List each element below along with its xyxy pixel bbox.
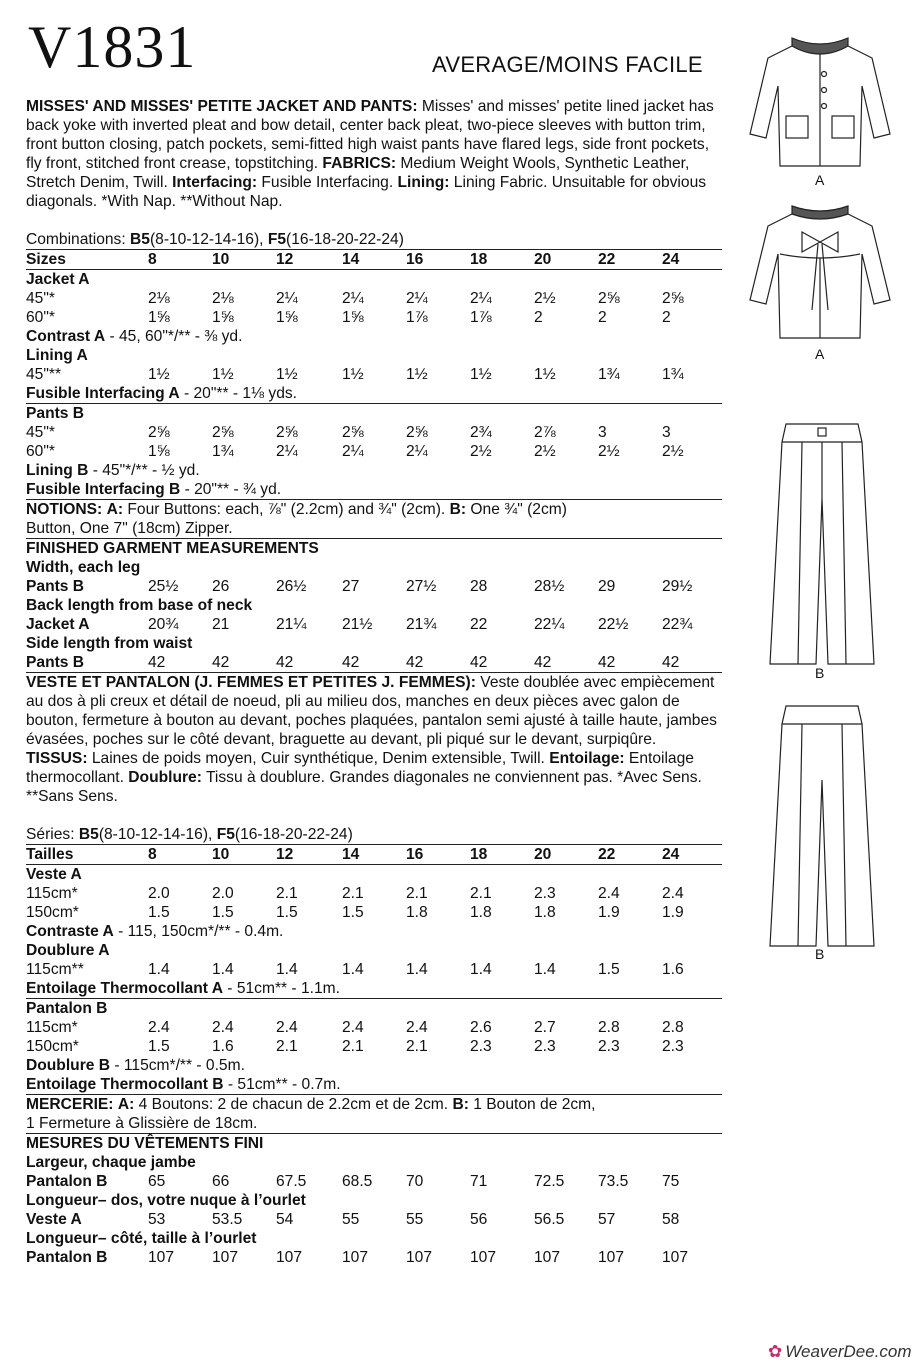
mercerie-b-label: B:: [452, 1096, 469, 1113]
lining-label: Lining:: [397, 174, 450, 191]
fabrics-label: FABRICS:: [322, 155, 397, 172]
yardage-note: [26, 480, 722, 499]
size-cell: 18: [470, 846, 488, 863]
size-cell: 24: [662, 846, 680, 863]
size-cell: 2.3: [598, 1038, 620, 1055]
size-cell: 1½: [470, 366, 492, 383]
pants-back-drawing: [762, 700, 882, 950]
size-cell: 42: [276, 654, 294, 671]
size-cell: 22¾: [662, 616, 693, 633]
figure-label-pants-back: B: [815, 946, 825, 962]
section-heading: Lining A: [26, 347, 88, 364]
size-cell: 25½: [148, 578, 179, 595]
size-cell: 2½: [470, 443, 492, 460]
section-heading: Longueur– côté, taille à l’ourlet: [26, 1230, 257, 1247]
size-cell: 107: [534, 1249, 561, 1266]
size-cell: 2.1: [276, 1038, 298, 1055]
size-cell: 16: [406, 846, 424, 863]
mercerie-a: 4 Boutons: 2 de chacun de 2.2cm et de 2cm.: [134, 1096, 453, 1113]
size-cell: 1¾: [662, 366, 684, 383]
figure-label-jacket-front: A: [815, 172, 825, 188]
size-cell: 22¼: [534, 616, 565, 633]
size-cell: 21¼: [276, 616, 307, 633]
french-yardage-table: [26, 845, 722, 1094]
size-cell: 1.5: [598, 961, 620, 978]
notions-line-2: Button, One 7" (18cm) Zipper.: [26, 520, 233, 537]
size-cell: 2.4: [148, 1019, 170, 1036]
series-f5-sizes: (16-18-20-22-24): [234, 826, 353, 843]
yardage-note: [26, 327, 722, 346]
size-header-row: [26, 250, 722, 269]
size-cell: 1⅝: [148, 309, 170, 326]
section-heading: Jacket A: [26, 271, 90, 288]
series-b5: B5: [78, 826, 99, 843]
size-cell: 2½: [598, 443, 620, 460]
note-text: - 51cm** - 1.1m.: [222, 980, 340, 997]
size-row: [26, 1210, 722, 1229]
row-label: 60"*: [26, 443, 55, 460]
size-cell: 1⅞: [406, 309, 428, 326]
row-label: Pants B: [26, 578, 85, 595]
size-row: [26, 1037, 722, 1056]
interfacing-text: Fusible Interfacing.: [257, 174, 398, 191]
mercerie-line-2: 1 Fermeture à Glissière de 18cm.: [26, 1115, 258, 1132]
section-heading: Back length from base of neck: [26, 597, 253, 614]
entoilage-text: Entoilage thermocollant.: [26, 750, 694, 786]
size-cell: 2¼: [342, 443, 364, 460]
fr-description-title: VESTE ET PANTALON (J. FEMMES ET PETITES J. FEMMES):: [26, 674, 476, 691]
size-cell: 29: [598, 578, 616, 595]
size-cell: 2.3: [534, 885, 556, 902]
lining-text: Lining Fabric. Unsuitable for obvious diagonals. *With Nap. **Without Nap.: [26, 174, 707, 210]
note-text: - 51cm** - 0.7m.: [223, 1076, 341, 1093]
yardage-note: [26, 384, 722, 403]
size-row: [26, 960, 722, 979]
size-row: [26, 442, 722, 461]
size-cell: 75: [662, 1173, 680, 1190]
size-cell: 58: [662, 1211, 680, 1228]
yardage-note: [26, 1056, 722, 1075]
size-cell: 2⅝: [598, 290, 620, 307]
size-cell: 2: [598, 309, 607, 326]
size-cell: 2¼: [470, 290, 492, 307]
size-cell: 28½: [534, 578, 565, 595]
size-cell: 2.6: [470, 1019, 492, 1036]
yardage-note: [26, 979, 722, 998]
combo-f5-sizes: (16-18-20-22-24): [286, 231, 404, 248]
description-text: Misses' and misses' petite lined jacket has back yoke with inverted pleat and bow detail, center back pleat, two-piece sleeves with button trim, front button closing, patch pockets, semi-fitted high waist pants have flared legs, side front pockets, fly front, stitched front crease, topstitching.: [26, 98, 714, 172]
size-cell: 107: [212, 1249, 239, 1266]
description-title: MISSES' AND MISSES' PETITE JACKET AND PANTS:: [26, 98, 418, 115]
note-text: - 45, 60"*/** - ⅜ yd.: [105, 328, 243, 345]
size-cell: 55: [406, 1211, 424, 1228]
section-heading: Longueur– dos, votre nuque à l’ourlet: [26, 1192, 306, 1209]
size-cell: 2¼: [406, 443, 428, 460]
section-heading: Side length from waist: [26, 635, 193, 652]
size-cell: 42: [342, 654, 360, 671]
size-cell: 1.6: [212, 1038, 234, 1055]
pattern-number: V1831: [28, 14, 197, 80]
size-cell: 22: [598, 846, 616, 863]
fabrics-text: Medium Weight Wools, Synthetic Leather, Stretch Denim, Twill.: [26, 155, 690, 191]
note-label: Entoilage Thermocollant A: [26, 980, 223, 997]
size-cell: 1.5: [148, 1038, 170, 1055]
size-cell: 27: [342, 578, 360, 595]
text-column: [26, 97, 722, 1267]
row-label: Jacket A: [26, 616, 90, 633]
size-cell: 2: [662, 309, 671, 326]
size-cell: 2.0: [148, 885, 170, 902]
size-cell: 2.4: [598, 885, 620, 902]
row-label: 115cm**: [26, 961, 84, 978]
size-cell: 2¼: [276, 443, 298, 460]
fr-description-text: Veste doublée avec empiècement au dos à pli creux et détail de noeud, pli au milieu dos, manches en deux pièces avec galon de bouton, fermeture à bouton au devant, poches plaquées, pantalon semi ajusté à taille haute, jambes évasées, poches sur le côté devant, braguette au devant, pli piqué sur le devant, surpiqûre.: [26, 674, 717, 748]
size-cell: 3: [598, 424, 607, 441]
note-label: Lining B: [26, 462, 89, 479]
size-cell: 70: [406, 1173, 424, 1190]
size-cell: 16: [406, 251, 424, 268]
size-cell: 1.4: [534, 961, 556, 978]
pants-front-drawing: [762, 418, 882, 668]
notions-label: NOTIONS:: [26, 501, 103, 518]
size-cell: 1.9: [598, 904, 620, 921]
size-cell: 1½: [148, 366, 170, 383]
size-cell: 1⅝: [148, 443, 170, 460]
row-label: 45"*: [26, 424, 55, 441]
size-cell: 2.3: [662, 1038, 684, 1055]
size-header-row: [26, 845, 722, 864]
size-row: [26, 903, 722, 922]
english-finished-table: [26, 558, 722, 672]
size-cell: 2½: [534, 290, 556, 307]
interfacing-label: Interfacing:: [172, 174, 258, 191]
size-cell: 2.4: [342, 1019, 364, 1036]
size-cell: 42: [148, 654, 166, 671]
size-cell: 2⅞: [534, 424, 556, 441]
note-label: Fusible Interfacing A: [26, 385, 180, 402]
size-cell: 2.0: [212, 885, 234, 902]
mercerie-b: 1 Bouton de 2cm,: [468, 1096, 596, 1113]
size-cell: 2½: [534, 443, 556, 460]
size-row: [26, 423, 722, 442]
size-cell: 2⅛: [148, 290, 170, 307]
size-cell: 1⅞: [470, 309, 492, 326]
fr-finished-title: MESURES DU VÊTEMENTS FINI: [26, 1135, 264, 1152]
english-description: [26, 97, 722, 211]
size-cell: 1.5: [342, 904, 364, 921]
english-yardage-table: [26, 250, 722, 499]
note-label: Contrast A: [26, 328, 106, 345]
size-cell: 2⅛: [212, 290, 234, 307]
row-label: 115cm*: [26, 1019, 78, 1036]
difficulty-level: AVERAGE/MOINS FACILE: [432, 52, 703, 77]
size-cell: 1⅝: [276, 309, 298, 326]
spool-icon: ✿: [768, 1342, 783, 1361]
brand-watermark: [768, 1342, 912, 1362]
section-heading: Largeur, chaque jambe: [26, 1154, 196, 1171]
size-cell: 53.5: [212, 1211, 243, 1228]
size-cell: 53: [148, 1211, 166, 1228]
size-cell: 42: [470, 654, 488, 671]
size-cell: 18: [470, 251, 488, 268]
size-cell: 1.4: [276, 961, 298, 978]
size-cell: 1½: [406, 366, 428, 383]
tissus-label: TISSUS:: [26, 750, 88, 767]
size-cell: 67.5: [276, 1173, 307, 1190]
size-cell: 2.7: [534, 1019, 556, 1036]
size-cell: 2½: [662, 443, 684, 460]
yardage-note: [26, 1075, 722, 1094]
size-cell: 107: [470, 1249, 497, 1266]
size-cell: 54: [276, 1211, 294, 1228]
size-cell: 14: [342, 251, 360, 268]
size-cell: 1.4: [148, 961, 170, 978]
section-heading: Veste A: [26, 866, 82, 883]
size-cell: 24: [662, 251, 680, 268]
size-cell: 2¼: [276, 290, 298, 307]
size-cell: 1⅝: [212, 309, 234, 326]
size-cell: 2¾: [470, 424, 492, 441]
size-cell: 22: [598, 251, 616, 268]
french-finished-table: [26, 1153, 722, 1267]
row-label: 45"**: [26, 366, 62, 383]
size-cell: 1½: [276, 366, 298, 383]
size-row: [26, 289, 722, 308]
note-label: Doublure B: [26, 1057, 111, 1074]
series-b5-sizes: (8-10-12-14-16),: [98, 826, 217, 843]
size-cell: 2⅝: [148, 424, 170, 441]
row-label: Pantalon B: [26, 1249, 108, 1266]
size-row: [26, 308, 722, 327]
brand-name: WeaverDee.com: [785, 1342, 912, 1361]
mercerie-line: [26, 1095, 722, 1114]
size-row: [26, 653, 722, 672]
size-cell: 2.8: [662, 1019, 684, 1036]
size-cell: 1.9: [662, 904, 684, 921]
section-heading: Pants B: [26, 405, 85, 422]
size-cell: 42: [598, 654, 616, 671]
doublure-text: Tissu à doublure. Grandes diagonales ne conviennent pas. *Avec Sens. **Sans Sens.: [26, 769, 702, 805]
size-cell: 2⅝: [662, 290, 684, 307]
size-cell: 20¾: [148, 616, 179, 633]
size-cell: 2.1: [406, 1038, 428, 1055]
french-description: [26, 673, 722, 806]
size-cell: 1.5: [148, 904, 170, 921]
yardage-note: [26, 922, 722, 941]
size-cell: 42: [212, 654, 230, 671]
size-row: [26, 365, 722, 384]
figure-label-jacket-back: A: [815, 346, 825, 362]
note-text: - 45"*/** - ½ yd.: [88, 462, 200, 479]
size-cell: 68.5: [342, 1173, 373, 1190]
size-row: [26, 1172, 722, 1191]
combinations-prefix: Combinations:: [26, 231, 131, 248]
row-label: Sizes: [26, 251, 66, 268]
size-cell: 2⅝: [212, 424, 234, 441]
size-cell: 1¾: [212, 443, 234, 460]
combo-b5-sizes: (8-10-12-14-16),: [149, 231, 268, 248]
row-label: Tailles: [26, 846, 74, 863]
size-cell: 72.5: [534, 1173, 565, 1190]
size-cell: 12: [276, 251, 294, 268]
size-cell: 2⅝: [276, 424, 298, 441]
size-cell: 8: [148, 846, 157, 863]
size-cell: 10: [212, 251, 230, 268]
combo-b5: B5: [130, 231, 150, 248]
size-cell: 2⅝: [406, 424, 428, 441]
figure-label-pants-front: B: [815, 665, 825, 681]
row-label: 150cm*: [26, 904, 79, 921]
size-cell: 107: [148, 1249, 175, 1266]
size-cell: 56: [470, 1211, 488, 1228]
mercerie-label: MERCERIE:: [26, 1096, 114, 1113]
row-label: Pants B: [26, 654, 85, 671]
size-cell: 42: [406, 654, 424, 671]
size-cell: 29½: [662, 578, 693, 595]
size-cell: 3: [662, 424, 671, 441]
series-line: [26, 825, 722, 844]
combo-f5: F5: [267, 231, 287, 248]
size-cell: 22½: [598, 616, 629, 633]
entoilage-label: Entoilage:: [549, 750, 625, 767]
size-cell: 20: [534, 846, 552, 863]
size-row: [26, 884, 722, 903]
size-cell: 2.1: [276, 885, 298, 902]
size-cell: 1¾: [598, 366, 620, 383]
jacket-back-drawing: [740, 190, 900, 350]
size-cell: 1⅝: [342, 309, 364, 326]
size-cell: 2.3: [470, 1038, 492, 1055]
size-cell: 2¼: [342, 290, 364, 307]
size-cell: 2¼: [406, 290, 428, 307]
size-cell: 107: [276, 1249, 303, 1266]
notions-b: One ¾" (2cm): [466, 501, 567, 518]
notions-line: [26, 500, 722, 519]
jacket-front-drawing: [740, 16, 900, 176]
size-cell: 22: [470, 616, 488, 633]
size-cell: 1.5: [276, 904, 298, 921]
size-row: [26, 577, 722, 596]
size-cell: 42: [534, 654, 552, 671]
note-label: Contraste A: [26, 923, 114, 940]
size-cell: 107: [598, 1249, 625, 1266]
size-cell: 21: [212, 616, 230, 633]
size-cell: 66: [212, 1173, 230, 1190]
size-cell: 2.8: [598, 1019, 620, 1036]
size-cell: 1½: [342, 366, 364, 383]
size-cell: 2.3: [534, 1038, 556, 1055]
section-heading: Width, each leg: [26, 559, 141, 576]
size-cell: 2.4: [662, 885, 684, 902]
note-text: - 115, 150cm*/** - 0.4m.: [113, 923, 284, 940]
size-cell: 56.5: [534, 1211, 565, 1228]
note-text: - 20"** - ¾ yd.: [180, 481, 282, 498]
size-cell: 2: [534, 309, 543, 326]
note-text: - 20"** - 1⅛ yds.: [179, 385, 297, 402]
size-cell: 65: [148, 1173, 166, 1190]
size-cell: 28: [470, 578, 488, 595]
size-row: [26, 1018, 722, 1037]
notions-a: Four Buttons: each, ⅞" (2.2cm) and ¾" (2cm).: [123, 501, 450, 518]
size-cell: 71: [470, 1173, 488, 1190]
section-heading: Pantalon B: [26, 1000, 108, 1017]
size-cell: 55: [342, 1211, 360, 1228]
size-cell: 1.6: [662, 961, 684, 978]
size-cell: 2.4: [276, 1019, 298, 1036]
size-cell: 12: [276, 846, 294, 863]
size-cell: 73.5: [598, 1173, 629, 1190]
size-cell: 1.4: [212, 961, 234, 978]
size-cell: 8: [148, 251, 157, 268]
row-label: 150cm*: [26, 1038, 79, 1055]
size-cell: 21½: [342, 616, 373, 633]
size-cell: 20: [534, 251, 552, 268]
notions-b-label: B:: [449, 501, 467, 518]
size-cell: 1.8: [406, 904, 428, 921]
size-cell: 2.1: [342, 1038, 364, 1055]
size-cell: 21¾: [406, 616, 437, 633]
size-cell: 1.4: [406, 961, 428, 978]
size-cell: 2.4: [406, 1019, 428, 1036]
size-cell: 1.4: [342, 961, 364, 978]
note-text: - 115cm*/** - 0.5m.: [110, 1057, 245, 1074]
size-cell: 42: [662, 654, 680, 671]
size-cell: 1½: [212, 366, 234, 383]
size-cell: 2.1: [470, 885, 492, 902]
size-row: [26, 615, 722, 634]
row-label: Pantalon B: [26, 1173, 108, 1190]
row-label: Veste A: [26, 1211, 82, 1228]
size-cell: 57: [598, 1211, 616, 1228]
size-cell: 107: [662, 1249, 689, 1266]
series-f5: F5: [216, 826, 235, 843]
row-label: 60"*: [26, 309, 55, 326]
size-row: [26, 1248, 722, 1267]
series-prefix: Séries:: [26, 826, 79, 843]
size-cell: 1.8: [534, 904, 556, 921]
size-cell: 1.5: [212, 904, 234, 921]
note-label: Entoilage Thermocollant B: [26, 1076, 224, 1093]
size-cell: 14: [342, 846, 360, 863]
size-cell: 1.4: [470, 961, 492, 978]
row-label: 45"*: [26, 290, 55, 307]
tissus-text: Laines de poids moyen, Cuir synthétique, Denim extensible, Twill.: [87, 750, 550, 767]
row-label: 115cm*: [26, 885, 78, 902]
size-cell: 2.1: [406, 885, 428, 902]
size-cell: 2.4: [212, 1019, 234, 1036]
size-cell: 107: [342, 1249, 369, 1266]
doublure-label: Doublure:: [128, 769, 202, 786]
yardage-note: [26, 461, 722, 480]
section-heading: Doublure A: [26, 942, 110, 959]
note-label: Fusible Interfacing B: [26, 481, 181, 498]
size-cell: 2⅝: [342, 424, 364, 441]
size-cell: 26: [212, 578, 230, 595]
size-cell: 1½: [534, 366, 556, 383]
size-cell: 10: [212, 846, 230, 863]
size-cell: 107: [406, 1249, 433, 1266]
size-cell: 26½: [276, 578, 307, 595]
finished-title: FINISHED GARMENT MEASUREMENTS: [26, 540, 319, 557]
size-cell: 2.1: [342, 885, 364, 902]
size-cell: 27½: [406, 578, 437, 595]
combinations-line: [26, 230, 722, 249]
size-cell: 1.8: [470, 904, 492, 921]
mercerie-a-label: A:: [117, 1096, 135, 1113]
notions-a-label: A:: [106, 501, 124, 518]
